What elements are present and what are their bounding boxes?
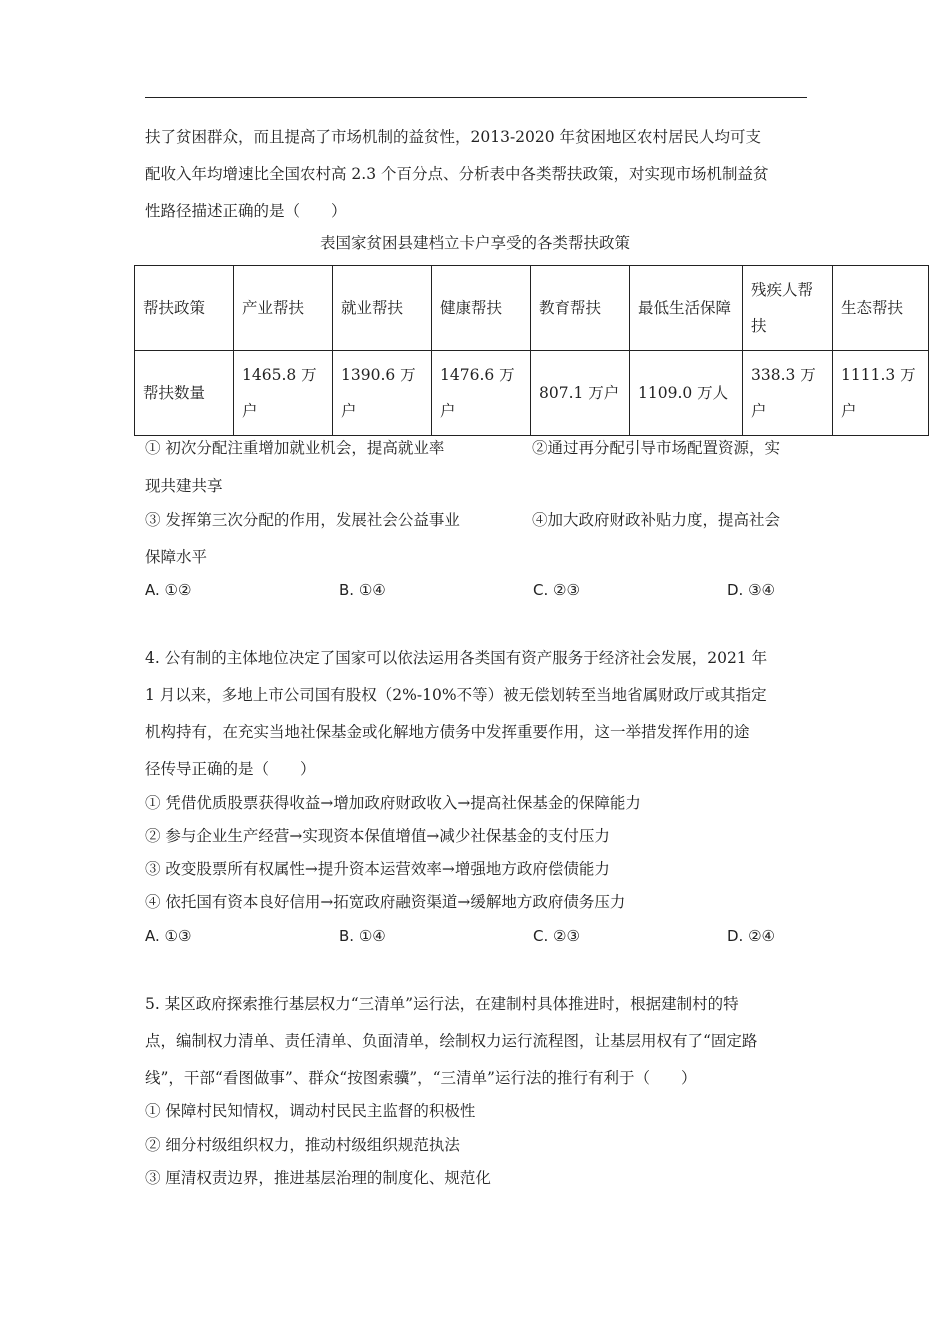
table-caption: 表国家贫困县建档立卡户享受的各类帮扶政策 (319, 234, 630, 252)
q3-statement-2: ②通过再分配引导市场配置资源，实 (532, 439, 781, 457)
q4-stem-line-1: 4. 公有制的主体地位决定了国家可以依法运用各类国有资产服务于经济社会发展，2021 年 (145, 649, 768, 667)
table-cell: 1476.6 万户 (432, 351, 531, 436)
header-rule (145, 97, 807, 98)
q4-statement-4: ④ 依托国有资本良好信用→拓宽政府融资渠道→缓解地方政府债务压力 (145, 893, 626, 911)
q3-option-d[interactable]: D. ③④ (727, 581, 775, 599)
q5-stem-line-3: 线”，干部“看图做事”、群众“按图索骥”，“三清单”运行法的推行有利于（ ） (145, 1069, 697, 1087)
table-cell: 帮扶数量 (135, 351, 234, 436)
q3-stem-line-1: 扶了贫困群众，而且提高了市场机制的益贫性，2013-2020 年贫困地区农村居民人均可支 (145, 128, 762, 146)
q3-statement-2-cont: 现共建共享 (145, 477, 223, 495)
table-cell: 1390.6 万户 (333, 351, 432, 436)
q4-stem-line-2: 1 月以来，多地上市公司国有股权（2%-10%不等）被无偿划转至当地省属财政厅或其指定 (145, 686, 767, 704)
table-cell: 就业帮扶 (333, 266, 432, 351)
q4-statement-1: ① 凭借优质股票获得收益→增加政府财政收入→提高社保基金的保障能力 (145, 794, 641, 812)
table-cell: 807.1 万户 (531, 351, 630, 436)
q5-statement-2: ② 细分村级组织权力，推动村级组织规范执法 (145, 1136, 460, 1154)
table-cell: 最低生活保障 (630, 266, 743, 351)
q5-statement-3: ③ 厘清权责边界，推进基层治理的制度化、规范化 (145, 1169, 491, 1187)
q4-option-c[interactable]: C. ②③ (533, 927, 580, 945)
q3-option-a[interactable]: A. ①② (145, 581, 192, 599)
q4-stem-line-3: 机构持有，在充实当地社保基金或化解地方债务中发挥重要作用，这一举措发挥作用的途 (145, 723, 750, 741)
table-row (135, 351, 929, 436)
q5-stem-line-2: 点，编制权力清单、责任清单、负面清单，绘制权力运行流程图，让基层用权有了“固定路 (145, 1032, 758, 1050)
table-cell: 338.3 万户 (743, 351, 833, 436)
table-header-row (135, 266, 929, 351)
table-cell: 生态帮扶 (833, 266, 929, 351)
table-cell: 健康帮扶 (432, 266, 531, 351)
q4-option-b[interactable]: B. ①④ (339, 927, 386, 945)
q5-statement-1: ① 保障村民知情权，调动村民民主监督的积极性 (145, 1102, 476, 1120)
q4-option-a[interactable]: A. ①③ (145, 927, 192, 945)
q4-statement-2: ② 参与企业生产经营→实现资本保值增值→减少社保基金的支付压力 (145, 827, 610, 845)
q4-stem-line-4: 径传导正确的是（ ） (145, 760, 316, 778)
table-cell: 帮扶政策 (135, 266, 234, 351)
q5-stem-line-1: 5. 某区政府探索推行基层权力“三清单”运行法，在建制村具体推进时，根据建制村的特 (145, 995, 739, 1013)
q3-statement-4-cont: 保障水平 (145, 548, 208, 566)
q4-option-d[interactable]: D. ②④ (727, 927, 775, 945)
q3-option-b[interactable]: B. ①④ (339, 581, 386, 599)
q3-statement-1: ① 初次分配注重增加就业机会，提高就业率 (145, 439, 445, 457)
table-cell: 1465.8 万户 (234, 351, 333, 436)
policy-table (134, 265, 929, 436)
q3-statement-3: ③ 发挥第三次分配的作用，发展社会公益事业 (145, 511, 460, 529)
q3-stem-line-2: 配收入年均增速比全国农村高 2.3 个百分点、分析表中各类帮扶政策，对实现市场机制益贫 (145, 165, 769, 183)
table-cell: 残疾人帮扶 (743, 266, 833, 351)
q3-statement-4: ④加大政府财政补贴力度，提高社会 (532, 511, 781, 529)
q3-stem-line-3: 性路径描述正确的是（ ） (145, 202, 347, 220)
table-cell: 产业帮扶 (234, 266, 333, 351)
table-cell: 1111.3 万户 (833, 351, 929, 436)
q4-statement-3: ③ 改变股票所有权属性→提升资本运营效率→增强地方政府偿债能力 (145, 860, 610, 878)
table-cell: 1109.0 万人 (630, 351, 743, 436)
q3-option-c[interactable]: C. ②③ (533, 581, 580, 599)
table-cell: 教育帮扶 (531, 266, 630, 351)
